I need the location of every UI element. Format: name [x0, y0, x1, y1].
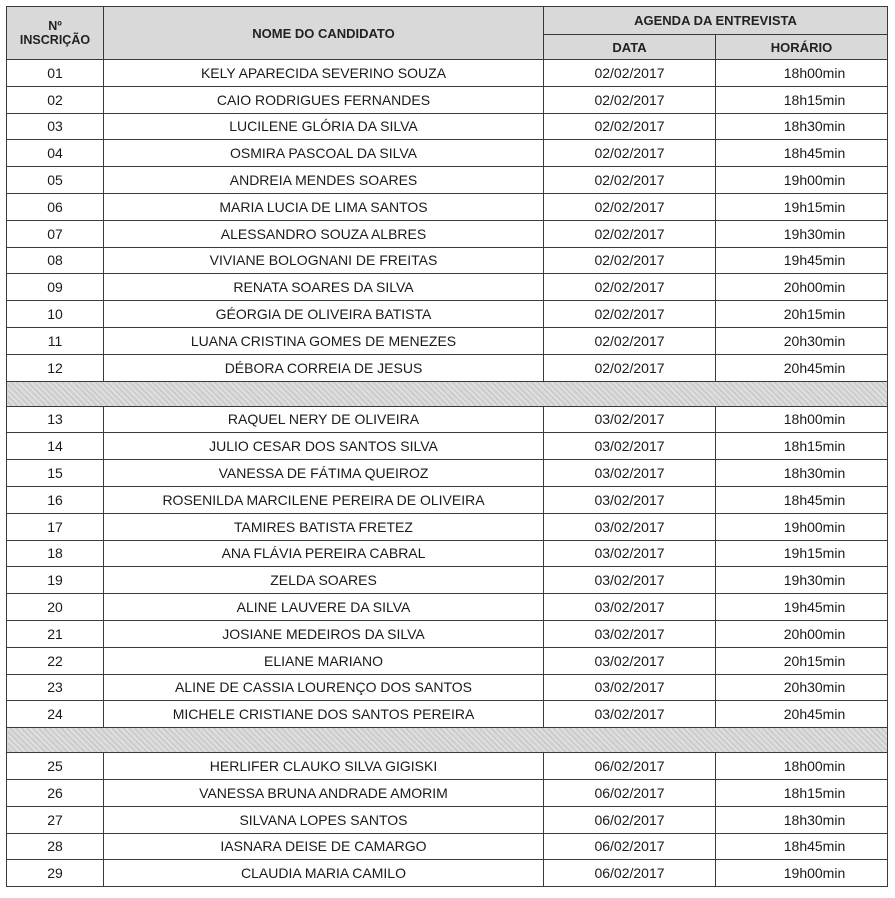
registration-number-cell: 04	[7, 140, 104, 167]
candidate-name-cell: ZELDA SOARES	[104, 567, 544, 594]
date-header: DATA	[544, 35, 716, 60]
interview-time-cell: 19h00min	[716, 167, 888, 194]
interview-time-cell: 19h45min	[716, 247, 888, 274]
candidate-name-cell: KELY APARECIDA SEVERINO SOUZA	[104, 60, 544, 87]
registration-number-header-line2: INSCRIÇÃO	[19, 33, 91, 47]
interview-time-cell: 19h00min	[716, 513, 888, 540]
registration-number-cell: 05	[7, 167, 104, 194]
table-row	[7, 674, 888, 701]
registration-number-cell: 22	[7, 647, 104, 674]
candidate-name-cell: MICHELE CRISTIANE DOS SANTOS PEREIRA	[104, 701, 544, 728]
candidate-name-cell: VANESSA BRUNA ANDRADE AMORIM	[104, 779, 544, 806]
interview-date-cell: 03/02/2017	[544, 540, 716, 567]
registration-number-cell: 27	[7, 806, 104, 833]
table-body	[7, 60, 888, 887]
candidate-name-cell: DÉBORA CORREIA DE JESUS	[104, 354, 544, 381]
interview-time-cell: 20h30min	[716, 327, 888, 354]
candidate-name-cell: CLAUDIA MARIA CAMILO	[104, 860, 544, 887]
group-separator-cell	[7, 728, 888, 753]
table-row	[7, 860, 888, 887]
table-row	[7, 433, 888, 460]
interview-date-cell: 02/02/2017	[544, 247, 716, 274]
interview-date-cell: 03/02/2017	[544, 513, 716, 540]
interview-time-cell: 18h15min	[716, 433, 888, 460]
interview-date-cell: 03/02/2017	[544, 594, 716, 621]
interview-time-cell: 18h45min	[716, 833, 888, 860]
interview-date-cell: 06/02/2017	[544, 860, 716, 887]
registration-number-cell: 19	[7, 567, 104, 594]
registration-number-cell: 16	[7, 486, 104, 513]
interview-date-cell: 03/02/2017	[544, 486, 716, 513]
table-row	[7, 647, 888, 674]
interview-time-cell: 20h00min	[716, 620, 888, 647]
table-row	[7, 354, 888, 381]
registration-number-cell: 25	[7, 753, 104, 780]
registration-number-cell: 12	[7, 354, 104, 381]
interview-time-cell: 20h45min	[716, 701, 888, 728]
registration-number-cell: 07	[7, 220, 104, 247]
candidate-name-cell: SILVANA LOPES SANTOS	[104, 806, 544, 833]
interview-time-cell: 19h15min	[716, 540, 888, 567]
registration-number-cell: 01	[7, 60, 104, 87]
table-row	[7, 779, 888, 806]
candidate-name-cell: CAIO RODRIGUES FERNANDES	[104, 86, 544, 113]
interview-date-cell: 02/02/2017	[544, 354, 716, 381]
interview-date-cell: 02/02/2017	[544, 113, 716, 140]
interview-date-cell: 02/02/2017	[544, 167, 716, 194]
table-row	[7, 86, 888, 113]
interview-agenda-header: AGENDA DA ENTREVISTA	[544, 7, 888, 35]
candidate-name-cell: JOSIANE MEDEIROS DA SILVA	[104, 620, 544, 647]
table-row	[7, 274, 888, 301]
table-row	[7, 567, 888, 594]
registration-number-cell: 17	[7, 513, 104, 540]
group-separator-cell	[7, 381, 888, 406]
candidate-name-cell: OSMIRA PASCOAL DA SILVA	[104, 140, 544, 167]
interview-time-cell: 18h15min	[716, 86, 888, 113]
table-row	[7, 247, 888, 274]
candidate-name-cell: HERLIFER CLAUKO SILVA GIGISKI	[104, 753, 544, 780]
candidate-name-cell: ALINE LAUVERE DA SILVA	[104, 594, 544, 621]
registration-number-cell: 09	[7, 274, 104, 301]
candidate-name-cell: JULIO CESAR DOS SANTOS SILVA	[104, 433, 544, 460]
candidate-name-cell: MARIA LUCIA DE LIMA SANTOS	[104, 193, 544, 220]
interview-date-cell: 02/02/2017	[544, 220, 716, 247]
registration-number-cell: 23	[7, 674, 104, 701]
registration-number-cell: 14	[7, 433, 104, 460]
interview-time-cell: 19h45min	[716, 594, 888, 621]
table-row	[7, 701, 888, 728]
candidate-name-cell: IASNARA DEISE DE CAMARGO	[104, 833, 544, 860]
interview-time-cell: 20h15min	[716, 301, 888, 328]
registration-number-cell: 26	[7, 779, 104, 806]
interview-time-cell: 18h00min	[716, 753, 888, 780]
interview-date-cell: 06/02/2017	[544, 753, 716, 780]
interview-date-cell: 02/02/2017	[544, 60, 716, 87]
interview-time-cell: 18h15min	[716, 779, 888, 806]
candidate-name-header: NOME DO CANDIDATO	[104, 7, 544, 60]
interview-date-cell: 02/02/2017	[544, 86, 716, 113]
candidate-name-cell: VANESSA DE FÁTIMA QUEIROZ	[104, 460, 544, 487]
interview-schedule-sheet	[6, 6, 888, 887]
interview-time-cell: 18h30min	[716, 460, 888, 487]
candidate-name-cell: VIVIANE BOLOGNANI DE FREITAS	[104, 247, 544, 274]
interview-time-cell: 18h30min	[716, 113, 888, 140]
registration-number-cell: 10	[7, 301, 104, 328]
registration-number-cell: 13	[7, 406, 104, 433]
registration-number-cell: 29	[7, 860, 104, 887]
table-row	[7, 486, 888, 513]
registration-number-cell: 11	[7, 327, 104, 354]
table-row	[7, 301, 888, 328]
interview-date-cell: 02/02/2017	[544, 140, 716, 167]
interview-time-cell: 19h15min	[716, 193, 888, 220]
candidate-name-cell: RENATA SOARES DA SILVA	[104, 274, 544, 301]
interview-time-cell: 19h30min	[716, 567, 888, 594]
interview-schedule-table	[6, 6, 888, 887]
interview-time-cell: 18h30min	[716, 806, 888, 833]
interview-time-cell: 20h30min	[716, 674, 888, 701]
interview-date-cell: 03/02/2017	[544, 567, 716, 594]
table-row	[7, 327, 888, 354]
candidate-name-cell: ANA FLÁVIA PEREIRA CABRAL	[104, 540, 544, 567]
registration-number-cell: 03	[7, 113, 104, 140]
table-row	[7, 806, 888, 833]
table-row	[7, 620, 888, 647]
table-row	[7, 594, 888, 621]
table-row	[7, 167, 888, 194]
interview-date-cell: 03/02/2017	[544, 406, 716, 433]
table-row	[7, 540, 888, 567]
interview-time-cell: 19h30min	[716, 220, 888, 247]
interview-date-cell: 03/02/2017	[544, 701, 716, 728]
interview-date-cell: 03/02/2017	[544, 460, 716, 487]
group-separator-row	[7, 381, 888, 406]
interview-time-cell: 19h00min	[716, 860, 888, 887]
candidate-name-cell: LUCILENE GLÓRIA DA SILVA	[104, 113, 544, 140]
interview-time-cell: 18h00min	[716, 406, 888, 433]
registration-number-cell: 28	[7, 833, 104, 860]
interview-date-cell: 02/02/2017	[544, 301, 716, 328]
candidate-name-cell: ROSENILDA MARCILENE PEREIRA DE OLIVEIRA	[104, 486, 544, 513]
interview-date-cell: 02/02/2017	[544, 327, 716, 354]
table-row	[7, 60, 888, 87]
candidate-name-cell: LUANA CRISTINA GOMES DE MENEZES	[104, 327, 544, 354]
interview-time-cell: 20h45min	[716, 354, 888, 381]
candidate-name-cell: TAMIRES BATISTA FRETEZ	[104, 513, 544, 540]
table-row	[7, 406, 888, 433]
registration-number-cell: 06	[7, 193, 104, 220]
candidate-name-cell: ANDREIA MENDES SOARES	[104, 167, 544, 194]
interview-time-cell: 20h00min	[716, 274, 888, 301]
interview-date-cell: 03/02/2017	[544, 620, 716, 647]
table-row	[7, 193, 888, 220]
table-row	[7, 220, 888, 247]
table-row	[7, 833, 888, 860]
registration-number-cell: 02	[7, 86, 104, 113]
registration-number-cell: 08	[7, 247, 104, 274]
registration-number-cell: 20	[7, 594, 104, 621]
table-row	[7, 140, 888, 167]
interview-date-cell: 02/02/2017	[544, 274, 716, 301]
table-row	[7, 513, 888, 540]
interview-date-cell: 03/02/2017	[544, 674, 716, 701]
interview-date-cell: 03/02/2017	[544, 647, 716, 674]
registration-number-cell: 18	[7, 540, 104, 567]
registration-number-cell: 21	[7, 620, 104, 647]
table-row	[7, 753, 888, 780]
interview-time-cell: 18h45min	[716, 140, 888, 167]
candidate-name-cell: ALINE DE CASSIA LOURENÇO DOS SANTOS	[104, 674, 544, 701]
interview-time-cell: 18h00min	[716, 60, 888, 87]
candidate-name-cell: RAQUEL NERY DE OLIVEIRA	[104, 406, 544, 433]
interview-date-cell: 06/02/2017	[544, 779, 716, 806]
interview-time-cell: 18h45min	[716, 486, 888, 513]
candidate-name-cell: GÉORGIA DE OLIVEIRA BATISTA	[104, 301, 544, 328]
interview-date-cell: 03/02/2017	[544, 433, 716, 460]
interview-time-cell: 20h15min	[716, 647, 888, 674]
interview-date-cell: 02/02/2017	[544, 193, 716, 220]
interview-date-cell: 06/02/2017	[544, 833, 716, 860]
registration-number-cell: 24	[7, 701, 104, 728]
table-row	[7, 113, 888, 140]
registration-number-header-line1: Nº	[48, 19, 62, 33]
registration-number-header	[7, 7, 104, 60]
time-header: HORÁRIO	[716, 35, 888, 60]
candidate-name-cell: ALESSANDRO SOUZA ALBRES	[104, 220, 544, 247]
interview-date-cell: 06/02/2017	[544, 806, 716, 833]
registration-number-cell: 15	[7, 460, 104, 487]
table-row	[7, 460, 888, 487]
table-header	[7, 7, 888, 60]
candidate-name-cell: ELIANE MARIANO	[104, 647, 544, 674]
group-separator-row	[7, 728, 888, 753]
